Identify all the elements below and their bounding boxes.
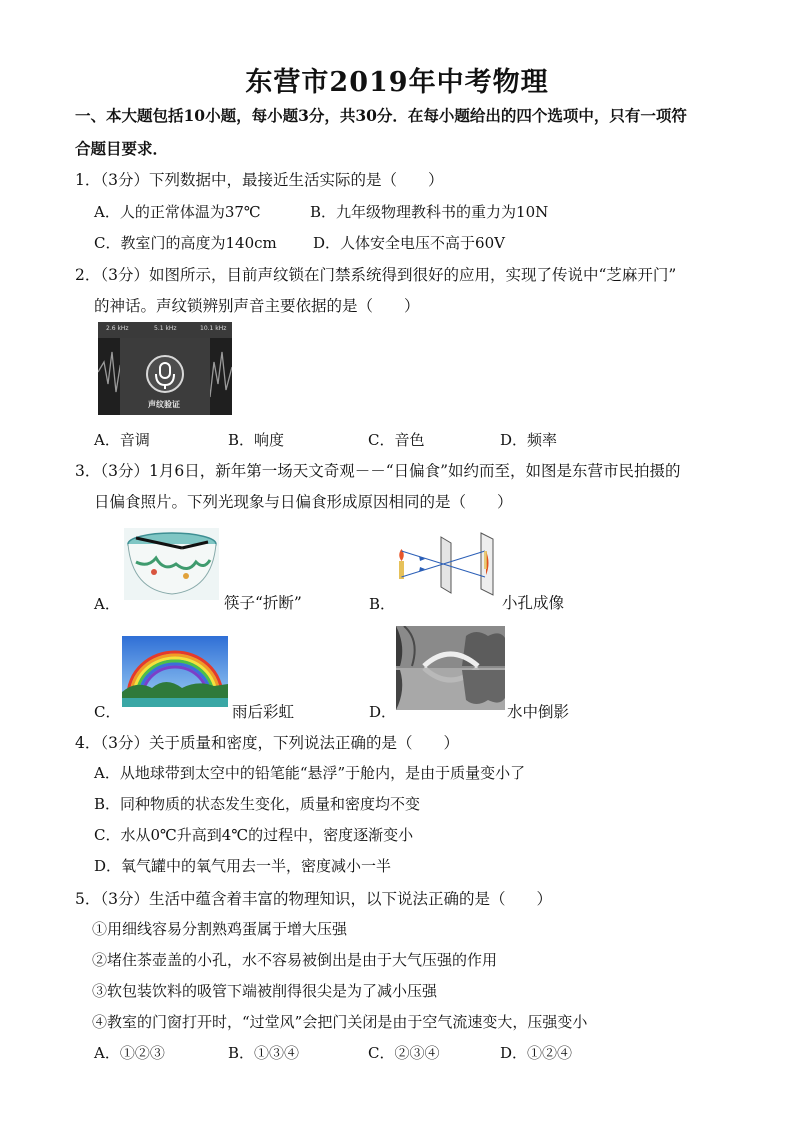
q5-statement-2: ②堵住茶壶盖的小孔，水不容易被倒出是由于大气压强的作用 xyxy=(92,951,498,969)
q2-stem-line1: 2．（3分）如图所示，目前声纹锁在门禁系统得到很好的应用，实现了传说中“芝麻开门” xyxy=(75,266,677,284)
q3-option-c[interactable]: C． xyxy=(94,703,121,721)
q1-stem: 1．（3分）下列数据中，最接近生活实际的是（ ） xyxy=(75,171,444,189)
q5-statement-4: ④教室的门窗打开时，“过堂风”会把门关闭是由于空气流速变大，压强变小 xyxy=(92,1013,588,1031)
q2-option-b[interactable]: B．响度 xyxy=(228,431,285,449)
q2-option-c[interactable]: C．音色 xyxy=(368,431,425,449)
q3-option-d[interactable]: D． xyxy=(369,703,397,721)
voiceprint-lock-figure xyxy=(98,322,232,415)
voiceprint-verify-label: 声纹验证 xyxy=(148,400,180,409)
section-heading-line1: 一、本大题包括10小题，每小题3分，共30分．在每小题给出的四个选项中，只有一项符 xyxy=(75,106,687,125)
freq-label-3: 10.1 kHz xyxy=(200,325,227,332)
q1-option-b[interactable]: B．九年级物理教科书的重力为10N xyxy=(310,203,549,221)
q5-option-d[interactable]: D．①②④ xyxy=(500,1044,573,1062)
q3-option-b[interactable]: B． xyxy=(369,595,396,613)
q3-caption-c: 雨后彩虹 xyxy=(232,703,295,721)
q2-option-d[interactable]: D．频率 xyxy=(500,431,558,449)
q4-option-d[interactable]: D．氧气罐中的氧气用去一半，密度减小一半 xyxy=(94,857,392,875)
q5-statement-1: ①用细线容易分割熟鸡蛋属于增大压强 xyxy=(92,920,348,938)
rainbow-image xyxy=(122,636,228,707)
q5-option-b[interactable]: B．①③④ xyxy=(228,1044,300,1062)
q3-caption-b: 小孔成像 xyxy=(502,594,565,612)
q5-stem: 5．（3分）生活中蕴含着丰富的物理知识，以下说法正确的是（ ） xyxy=(75,890,552,908)
q5-option-a[interactable]: A．①②③ xyxy=(94,1044,165,1062)
freq-label-1: 2.6 kHz xyxy=(106,325,129,332)
q5-statement-3: ③软包装饮料的吸管下端被削得很尖是为了减小压强 xyxy=(92,982,438,1000)
q3-stem-line1: 3．（3分）1月6日，新年第一场天文奇观－－“日偏食”如约而至，如图是东营市民拍摄的 xyxy=(75,462,681,480)
water-reflection-image xyxy=(396,626,505,710)
q3-caption-a: 筷子“折断” xyxy=(224,594,302,612)
freq-label-2: 5.1 kHz xyxy=(154,325,177,332)
q1-option-c[interactable]: C．教室门的高度为140cm xyxy=(94,234,277,252)
q4-option-a[interactable]: A．从地球带到太空中的铅笔能“悬浮”于舱内，是由于质量变小了 xyxy=(94,764,526,782)
chopstick-bowl-image xyxy=(124,528,219,600)
pinhole-imaging-diagram xyxy=(395,527,499,600)
section-heading-line2: 合题目要求． xyxy=(75,139,169,158)
q4-option-c[interactable]: C．水从0℃升高到4℃的过程中，密度逐渐变小 xyxy=(94,826,414,844)
page-title: 东营市2019年中考物理 xyxy=(245,67,549,98)
q4-option-b[interactable]: B．同种物质的状态发生变化，质量和密度均不变 xyxy=(94,795,421,813)
q4-stem: 4．（3分）关于质量和密度，下列说法正确的是（ ） xyxy=(75,734,459,752)
q3-stem-line2: 日偏食照片。下列光现象与日偏食形成原因相同的是（ ） xyxy=(94,493,513,511)
q5-option-c[interactable]: C．②③④ xyxy=(368,1044,440,1062)
q1-option-a[interactable]: A．人的正常体温为37℃ xyxy=(94,203,261,221)
q2-stem-line2: 的神话。声纹锁辨别声音主要依据的是（ ） xyxy=(94,297,420,315)
q3-caption-d: 水中倒影 xyxy=(507,703,570,721)
q2-option-a[interactable]: A．音调 xyxy=(94,431,150,449)
q3-option-a[interactable]: A． xyxy=(94,595,120,613)
q1-option-d[interactable]: D．人体安全电压不高于60V xyxy=(313,234,505,252)
